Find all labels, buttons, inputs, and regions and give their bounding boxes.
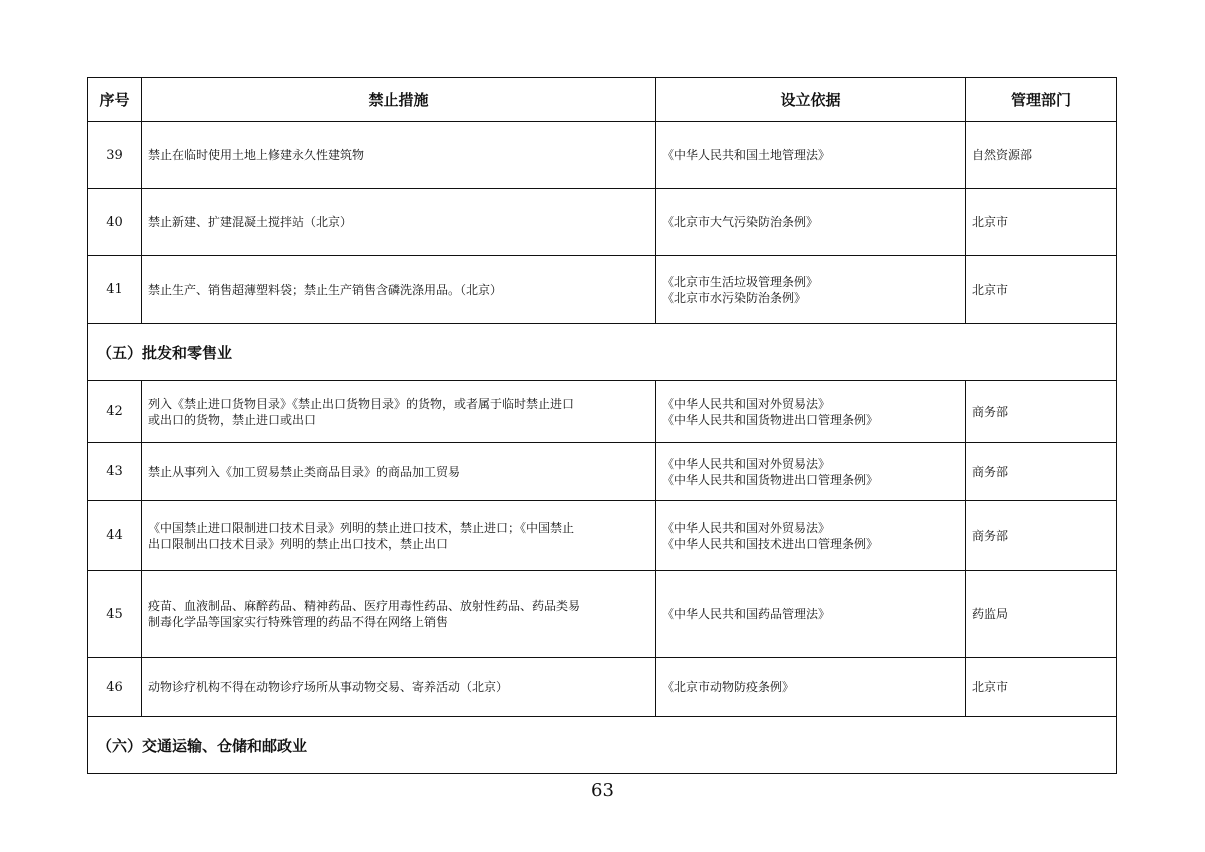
prohibited-measure: 禁止从事列入《加工贸易禁止类商品目录》的商品加工贸易: [142, 443, 656, 501]
header-legal-basis: 设立依据: [656, 78, 966, 122]
header-prohibited-measure: 禁止措施: [142, 78, 656, 122]
prohibited-measure: 列入《禁止进口货物目录》《禁止出口货物目录》的货物，或者属于临时禁止进口 或出口的货物，禁止进口或出口: [142, 381, 656, 443]
table-row: [88, 571, 1117, 658]
header-department: 管理部门: [966, 78, 1117, 122]
department: 商务部: [966, 381, 1117, 443]
row-number: 43: [88, 443, 142, 501]
table-row: [88, 256, 1117, 324]
row-number: 46: [88, 658, 142, 717]
legal-basis: 《北京市动物防疫条例》: [656, 658, 966, 717]
row-number: 41: [88, 256, 142, 324]
prohibited-measure: 疫苗、血液制品、麻醉药品、精神药品、医疗用毒性药品、放射性药品、药品类易 制毒化学品等国家实行特殊管理的药品不得在网络上销售: [142, 571, 656, 658]
legal-basis: 《中华人民共和国对外贸易法》 《中华人民共和国技术进出口管理条例》: [656, 501, 966, 571]
row-number: 40: [88, 189, 142, 256]
department: 北京市: [966, 256, 1117, 324]
department: 商务部: [966, 501, 1117, 571]
row-number: 45: [88, 571, 142, 658]
table-row: [88, 658, 1117, 717]
department: 自然资源部: [966, 122, 1117, 189]
row-number: 44: [88, 501, 142, 571]
legal-basis: 《中华人民共和国对外贸易法》 《中华人民共和国货物进出口管理条例》: [656, 443, 966, 501]
department: 商务部: [966, 443, 1117, 501]
legal-basis: 《中华人民共和国对外贸易法》 《中华人民共和国货物进出口管理条例》: [656, 381, 966, 443]
legal-basis: 《中华人民共和国药品管理法》: [656, 571, 966, 658]
legal-basis: 《北京市大气污染防治条例》: [656, 189, 966, 256]
table-header-row: [88, 78, 1117, 122]
table-row: [88, 501, 1117, 571]
regulation-table: [87, 77, 1117, 774]
table-row: [88, 122, 1117, 189]
row-number: 42: [88, 381, 142, 443]
department: 药监局: [966, 571, 1117, 658]
department: 北京市: [966, 658, 1117, 717]
row-number: 39: [88, 122, 142, 189]
prohibited-measure: 动物诊疗机构不得在动物诊疗场所从事动物交易、寄养活动（北京）: [142, 658, 656, 717]
prohibited-measure: 禁止在临时使用土地上修建永久性建筑物: [142, 122, 656, 189]
section-heading-wholesale-retail: （五）批发和零售业: [88, 324, 1117, 381]
legal-basis: 《北京市生活垃圾管理条例》 《北京市水污染防治条例》: [656, 256, 966, 324]
header-serial-number: 序号: [88, 78, 142, 122]
table-row: [88, 443, 1117, 501]
section-row: [88, 324, 1117, 381]
department: 北京市: [966, 189, 1117, 256]
table-row: [88, 381, 1117, 443]
prohibited-measure: 禁止新建、扩建混凝土搅拌站（北京）: [142, 189, 656, 256]
prohibited-measure: 《中国禁止进口限制进口技术目录》列明的禁止进口技术，禁止进口；《中国禁止 出口限制出口技术目录》列明的禁止出口技术，禁止出口: [142, 501, 656, 571]
prohibited-measure: 禁止生产、销售超薄塑料袋；禁止生产销售含磷洗涤用品。（北京）: [142, 256, 656, 324]
legal-basis: 《中华人民共和国土地管理法》: [656, 122, 966, 189]
page-number: 63: [591, 780, 614, 801]
section-heading-transport-storage-postal: （六）交通运输、仓储和邮政业: [88, 717, 1117, 774]
table-row: [88, 189, 1117, 256]
section-row: [88, 717, 1117, 774]
